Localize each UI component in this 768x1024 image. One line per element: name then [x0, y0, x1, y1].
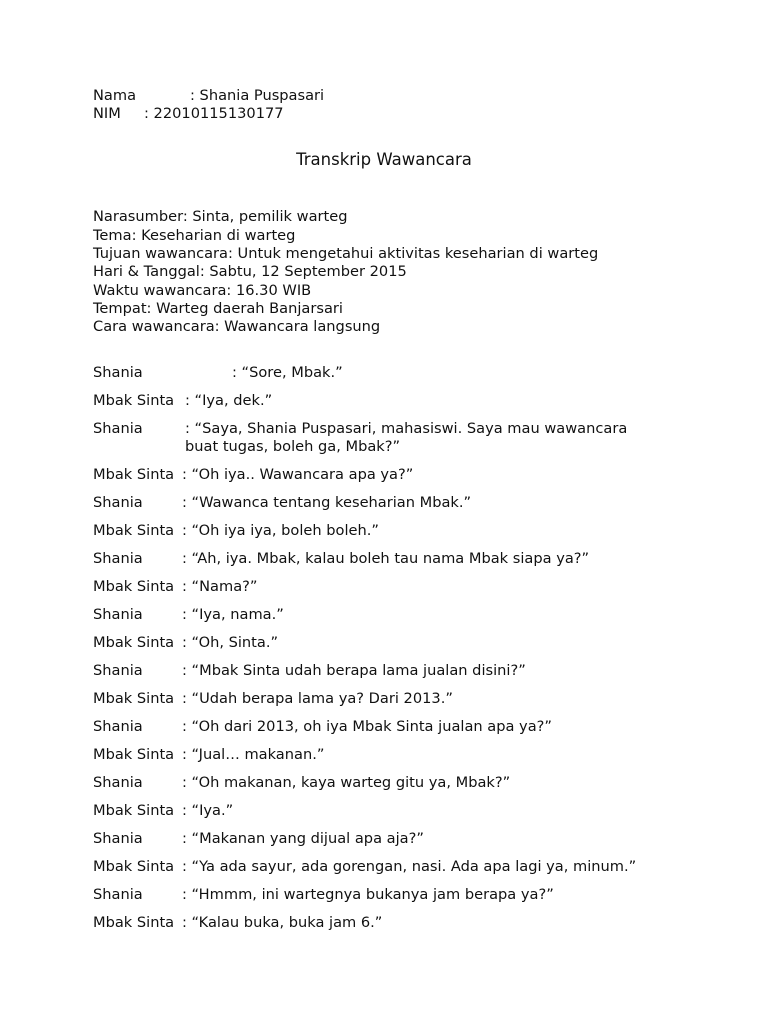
- info-tanggal: Hari & Tanggal: Sabtu, 12 September 2015: [93, 263, 407, 280]
- utterance: : “Saya, Shania Puspasari, mahasiswi. Saya mau wawancara: [185, 420, 628, 437]
- speaker-name: Shania: [93, 606, 143, 623]
- speaker-name: Shania: [93, 420, 143, 437]
- utterance-continued: buat tugas, boleh ga, Mbak?”: [185, 438, 401, 455]
- info-narasumber: Narasumber: Sinta, pemilik warteg: [93, 208, 348, 225]
- speaker-name: Shania: [93, 662, 143, 679]
- utterance: : “Iya, nama.”: [182, 606, 284, 623]
- speaker-name: Shania: [93, 774, 143, 791]
- utterance: : “Nama?”: [182, 578, 258, 595]
- utterance: : “Ah, iya. Mbak, kalau boleh tau nama Mbak siapa ya?”: [182, 550, 590, 567]
- utterance: : “Iya.”: [182, 802, 234, 819]
- nim-label: NIM: [93, 105, 121, 122]
- speaker-name: Mbak Sinta: [93, 466, 175, 483]
- info-waktu: Waktu wawancara: 16.30 WIB: [93, 282, 312, 299]
- speaker-name: Shania: [93, 830, 143, 847]
- info-tema: Tema: Keseharian di warteg: [93, 227, 296, 244]
- info-tujuan: Tujuan wawancara: Untuk mengetahui aktivitas keseharian di warteg: [93, 245, 599, 262]
- utterance: : “Iya, dek.”: [185, 392, 273, 409]
- utterance: : “Ya ada sayur, ada gorengan, nasi. Ada apa lagi ya, minum.”: [182, 858, 637, 875]
- utterance: : “Mbak Sinta udah berapa lama jualan disini?”: [182, 662, 526, 679]
- speaker-name: Shania: [93, 886, 143, 903]
- nim-row: [93, 105, 284, 123]
- speaker-name: Mbak Sinta: [93, 746, 175, 763]
- speaker-name: Mbak Sinta: [93, 578, 175, 595]
- info-cara: Cara wawancara: Wawancara langsung: [93, 318, 381, 335]
- utterance: : “Oh iya iya, boleh boleh.”: [182, 522, 379, 539]
- utterance: : “Oh dari 2013, oh iya Mbak Sinta jualan apa ya?”: [182, 718, 552, 735]
- utterance: : “Hmmm, ini wartegnya bukanya jam berapa ya?”: [182, 886, 554, 903]
- nama-label: Nama: [93, 87, 137, 104]
- speaker-name: Shania: [93, 550, 143, 567]
- speaker-name: Shania: [93, 718, 143, 735]
- speaker-name: Shania: [93, 494, 143, 511]
- speaker-name: Mbak Sinta: [93, 914, 175, 931]
- utterance: : “Oh makanan, kaya warteg gitu ya, Mbak?”: [182, 774, 511, 791]
- utterance: : “Oh iya.. Wawancara apa ya?”: [182, 466, 414, 483]
- speaker-name: Mbak Sinta: [93, 690, 175, 707]
- utterance: : “Kalau buka, buka jam 6.”: [182, 914, 383, 931]
- speaker-name: Mbak Sinta: [93, 802, 175, 819]
- speaker-name: Mbak Sinta: [93, 392, 175, 409]
- utterance: : “Oh, Sinta.”: [182, 634, 279, 651]
- nim-value: : 22010115130177: [144, 105, 284, 122]
- utterance: : “Makanan yang dijual apa aja?”: [182, 830, 424, 847]
- utterance: : “Jual… makanan.”: [182, 746, 325, 763]
- nama-value: : Shania Puspasari: [190, 87, 325, 104]
- speaker-name: Shania: [93, 364, 143, 381]
- utterance: : “Udah berapa lama ya? Dari 2013.”: [182, 690, 453, 707]
- utterance: : “Sore, Mbak.”: [232, 364, 343, 381]
- speaker-name: Mbak Sinta: [93, 858, 175, 875]
- info-tempat: Tempat: Warteg daerah Banjarsari: [93, 300, 343, 317]
- utterance: : “Wawanca tentang keseharian Mbak.”: [182, 494, 472, 511]
- nama-row: [93, 87, 325, 105]
- speaker-name: Mbak Sinta: [93, 522, 175, 539]
- speaker-name: Mbak Sinta: [93, 634, 175, 651]
- document-title: Transkrip Wawancara: [296, 150, 472, 169]
